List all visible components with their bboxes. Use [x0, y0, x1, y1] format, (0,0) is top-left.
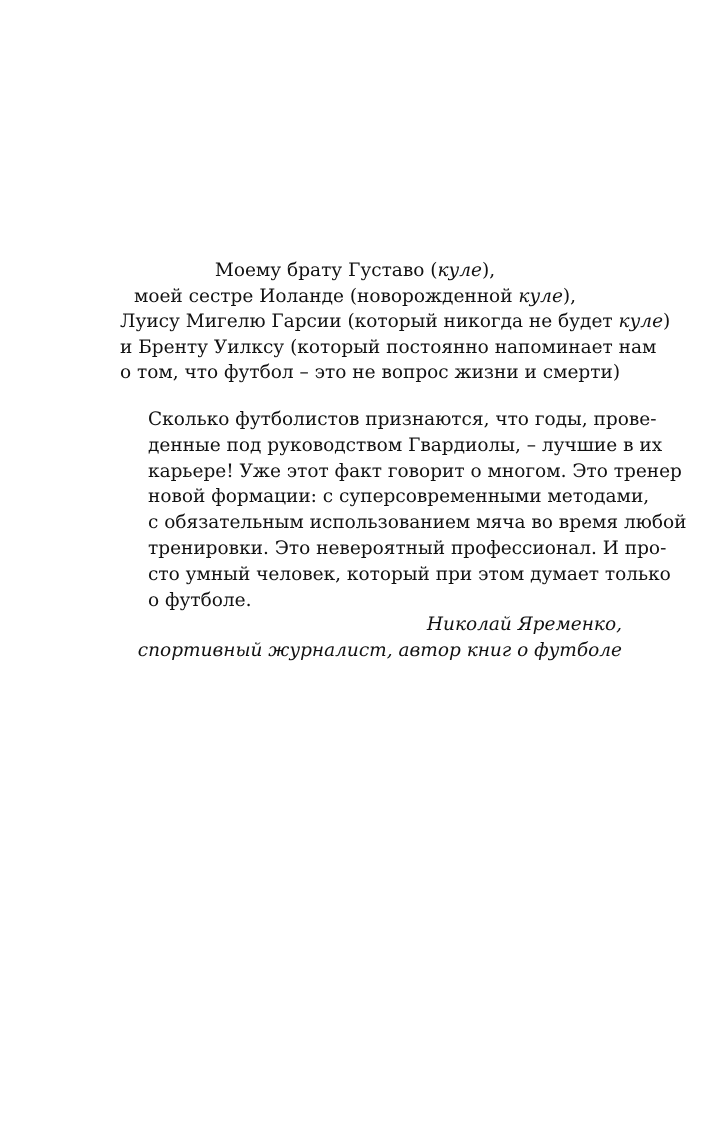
- dedication-line: Луису Мигелю Гарсии (который никогда не будет куле): [120, 311, 671, 333]
- quote-line: с обязательным использованием мяча во время любой: [148, 512, 687, 534]
- dedication: [120, 258, 671, 386]
- dedication-line: о том, что футбол – это не вопрос жизни и смерти): [120, 362, 621, 384]
- dedication-line: Моему брату Густаво (куле),: [214, 260, 496, 281]
- quote-line: тренировки. Это невероятный профессионал. И про-: [148, 537, 667, 559]
- author-role: спортивный журналист, автор книг о футболе: [137, 639, 622, 661]
- quote-attribution: [138, 612, 622, 663]
- quote-line: новой формации: с суперсовременными методами,: [148, 486, 650, 508]
- quote-line: карьере! Уже этот факт говорит о многом. Это тренер: [148, 460, 682, 482]
- quote-line: о футболе.: [148, 589, 252, 611]
- quote-line: денные под руководством Гвардиолы, – лучшие в их: [148, 434, 663, 456]
- dedication-line: и Бренту Уилксу (который постоянно напоминает нам: [120, 336, 657, 358]
- quote-line: сто умный человек, который при этом думает только: [148, 563, 671, 585]
- quote-line: Сколько футболистов признаются, что годы, прове-: [148, 409, 657, 430]
- quote-paragraph: [148, 407, 687, 613]
- author-name: Николай Яременко,: [426, 614, 622, 635]
- dedication-line: моей сестре Иоланде (новорожденной куле),: [133, 285, 577, 307]
